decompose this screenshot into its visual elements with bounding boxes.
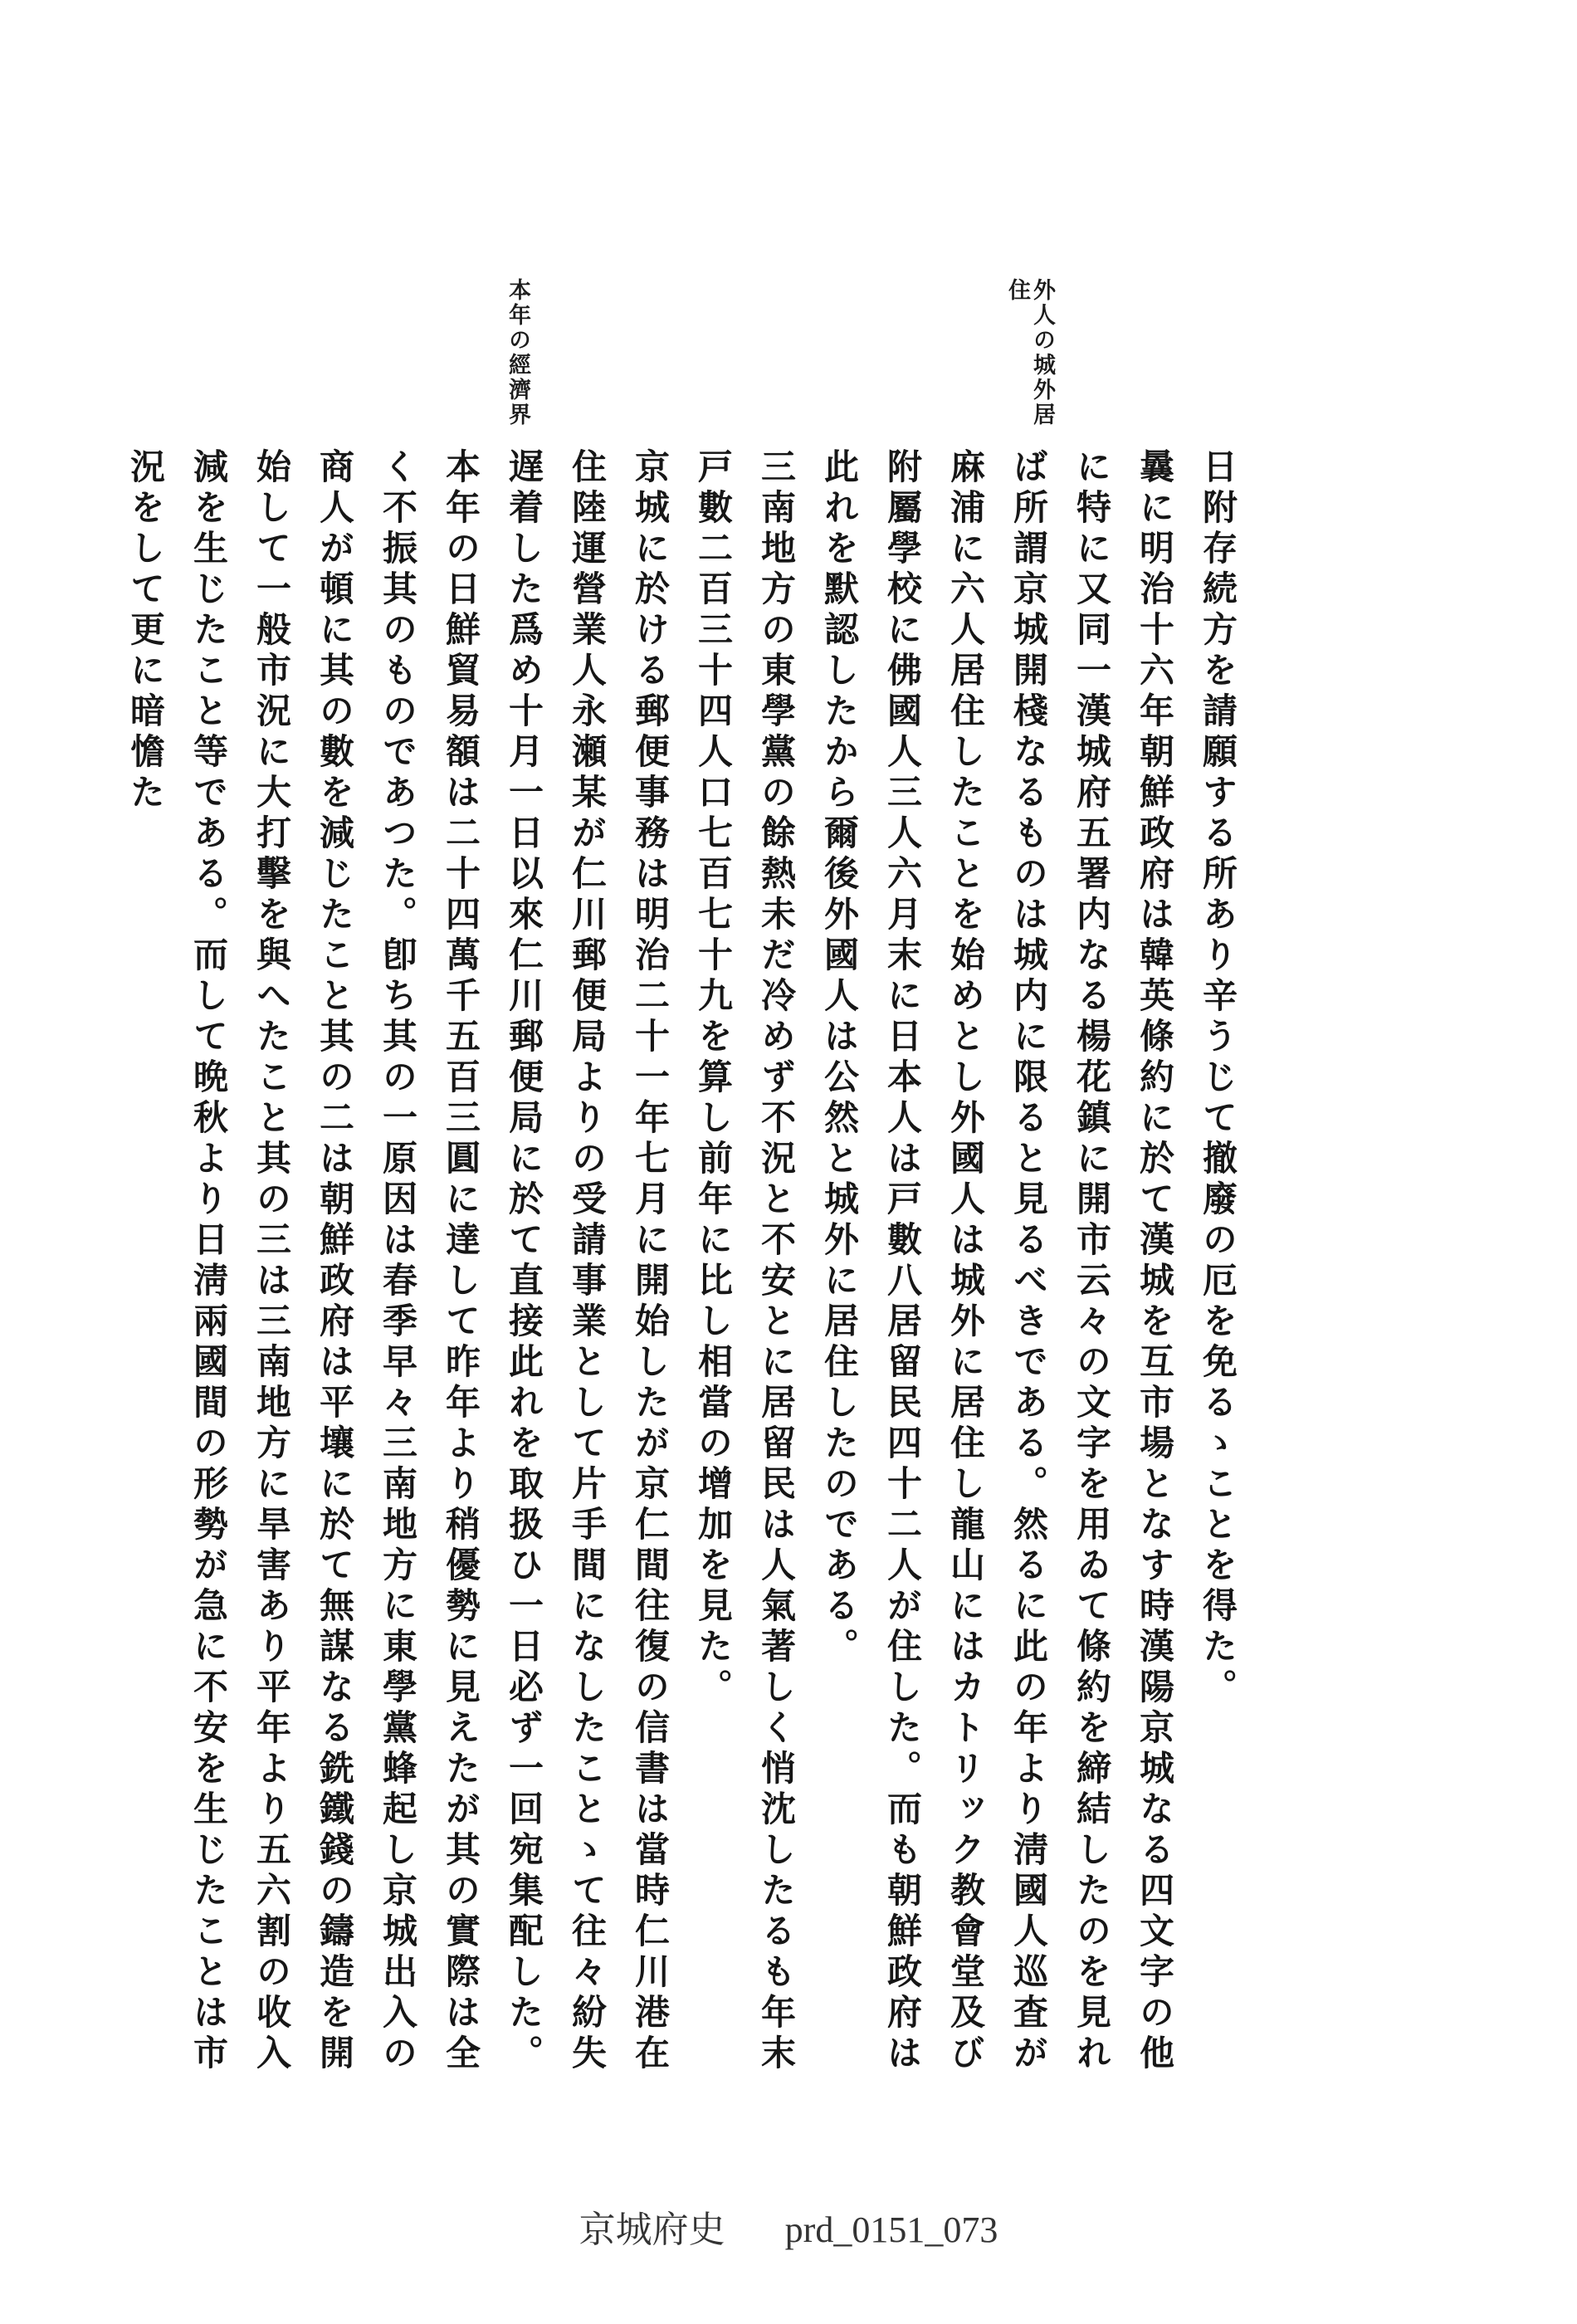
paragraph-text: 本年の日鮮貿易額は二十四萬千五百三圓に達して昨年より稍優勢に見えたが其の實際は全く不振其のものであつた。卽ち其の一原因は春季早々三南地方に東學黨蜂起し京城出入の商人が頓に其の數を減じたこと其の二は朝鮮政府は平壤に於て無謀なる銑鐵錢の鑄造を開始して一般市況に大打擊を與へたこと其の三は三南地方に旱害あり平年より五六割の收入減を生じたこと等である。而して晩秋より日淸兩國間の形勢が急に不安を生じたことは市況をして更に暗憺た bbox=[125, 448, 481, 2075]
paragraph bbox=[114, 448, 492, 2092]
paragraph bbox=[681, 448, 808, 2092]
footer-page-id: prd_0151_073 bbox=[784, 2209, 998, 2250]
paragraph: 日附存続方を請願する所あり辛うじて撤廢の厄を免るゝことを得た。 bbox=[1198, 448, 1238, 1709]
paragraph-text: 曩に明治十六年朝鮮政府は韓英條約に於て漢城を互市場となす時漢陽京城なる四文字の他に特に又同一漢城府五署内なる楊花鎮に開市云々の文字を用ゐて條約を締結したのを見れば所謂京城開棧なるものは城内に限ると見るべきである。然るに此の年より淸國人巡査が麻浦に六人居住したことを始めとし外國人は城外に居住し龍山にはカトリック教會堂及び附屬學校に佛國人三人六月末に日本人は戸數八居留民四十二人が住した。而も朝鮮政府は此れを默認したから爾後外國人は公然と城外に居住したのである。 bbox=[819, 448, 1175, 2075]
body-text bbox=[125, 448, 1249, 2092]
page-footer bbox=[0, 2200, 1577, 2253]
footer-title: 京城府史 bbox=[579, 2209, 725, 2250]
marginal-note-foreigners-residence: 外人の城外居住 bbox=[1004, 278, 1055, 427]
paragraph-text: 三南地方の東學黨の餘熱未だ冷めず不況と不安とに居留民は人氣著しく悄沈したるも年末戸數二百三十四人口七百七十九を算し前年に比し相當の增加を見た。 bbox=[693, 448, 797, 2075]
paragraph-text: 京城に於ける郵便事務は明治二十一年七月に開始したが京仁間往復の信書は當時仁川港在住陸運營業人永瀬某が仁川郵便局よりの受請事業として片手間になしたことゝて往々紛失遅着した爲め十月一日以來仁川郵便局に於て直接此れを取扱ひ一日必ず一回宛集配した。 bbox=[504, 448, 671, 2075]
marginal-note-economy: 本年の經濟界 bbox=[505, 278, 530, 427]
paragraph bbox=[808, 448, 1186, 2092]
paragraph bbox=[492, 448, 681, 2092]
